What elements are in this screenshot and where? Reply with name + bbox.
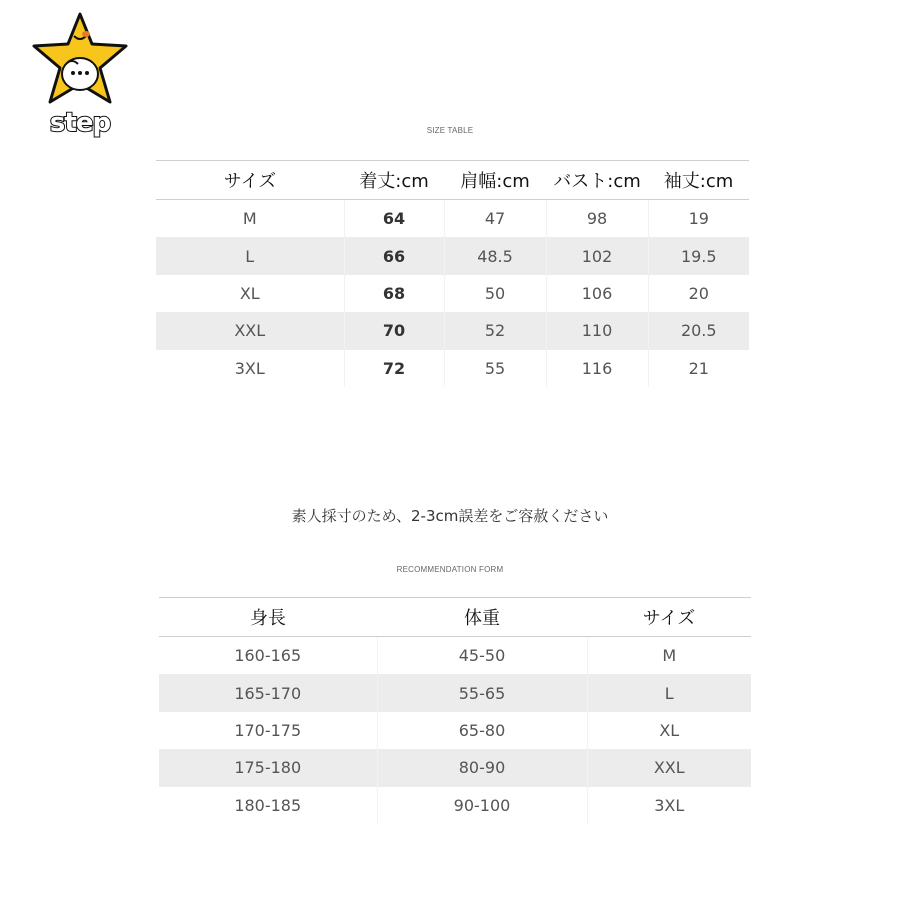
table-cell: 80-90: [377, 749, 587, 786]
table-cell: 3XL: [234, 358, 265, 378]
table-cell: L: [156, 237, 344, 274]
table-cell: 160-165: [234, 646, 302, 666]
table-row: [156, 350, 749, 387]
table-cell: XL: [239, 283, 260, 303]
table-row: [159, 637, 751, 675]
table-row: [156, 200, 749, 238]
recommendation-table: [159, 597, 751, 824]
recommendation-header: 体重: [377, 598, 587, 637]
table-cell: 70: [344, 312, 444, 349]
size-table: [156, 160, 749, 387]
star-mascot-icon: [30, 10, 130, 110]
table-cell: 45-50: [377, 637, 587, 675]
table-cell: 20.5: [648, 312, 749, 349]
size-table-header: 袖丈:cm: [648, 161, 749, 200]
table-cell: 19: [648, 200, 749, 238]
table-cell: XXL: [587, 749, 751, 786]
table-cell: 170-175: [234, 720, 302, 740]
table-cell: 116: [546, 350, 648, 387]
table-row: [156, 312, 749, 349]
table-cell: 68: [344, 275, 444, 312]
table-cell: XXL: [156, 312, 344, 349]
recommendation-header: 身長: [159, 598, 377, 637]
brand-logo-text: step: [49, 108, 111, 138]
recommendation-caption: RECOMMENDATION FORM: [396, 565, 504, 574]
table-cell: 65-80: [377, 712, 587, 749]
table-row: [156, 275, 749, 312]
table-cell: 19.5: [648, 237, 749, 274]
table-cell: 180-185: [234, 795, 302, 815]
table-cell: 64: [344, 200, 444, 238]
table-cell: 66: [344, 237, 444, 274]
table-cell: 47: [444, 200, 546, 238]
size-table-header: サイズ: [156, 161, 344, 200]
recommendation-header: サイズ: [587, 598, 751, 637]
table-cell: 98: [546, 200, 648, 238]
table-cell: 102: [546, 237, 648, 274]
table-cell: 165-170: [159, 674, 377, 711]
size-table-header: バスト:cm: [546, 161, 648, 200]
table-cell: 48.5: [444, 237, 546, 274]
table-cell: 20: [648, 275, 749, 312]
table-cell: 3XL: [587, 787, 751, 824]
measurement-note: 素人採寸のため、2-3cm誤差をご容赦ください: [291, 507, 609, 525]
table-cell: 21: [648, 350, 749, 387]
brand-logo: [30, 10, 140, 142]
table-cell: L: [587, 674, 751, 711]
table-cell: 55: [444, 350, 546, 387]
table-row: [159, 712, 751, 749]
table-cell: 90-100: [377, 787, 587, 824]
size-table-header: 肩幅:cm: [444, 161, 546, 200]
table-cell: 110: [546, 312, 648, 349]
size-table-caption: SIZE TABLE: [426, 126, 474, 135]
size-table-header-row: [156, 161, 749, 200]
table-cell: 55-65: [377, 674, 587, 711]
table-cell: 106: [546, 275, 648, 312]
table-row: [156, 237, 749, 274]
table-cell: 52: [444, 312, 546, 349]
table-cell: M: [242, 209, 257, 229]
table-row: [159, 749, 751, 786]
table-cell: 50: [444, 275, 546, 312]
recommendation-header-row: [159, 598, 751, 637]
table-row: [159, 787, 751, 824]
size-table-header: 着丈:cm: [344, 161, 444, 200]
table-row: [159, 674, 751, 711]
table-cell: XL: [587, 712, 751, 749]
table-cell: M: [587, 637, 751, 675]
table-cell: 72: [344, 350, 444, 387]
table-cell: 175-180: [159, 749, 377, 786]
